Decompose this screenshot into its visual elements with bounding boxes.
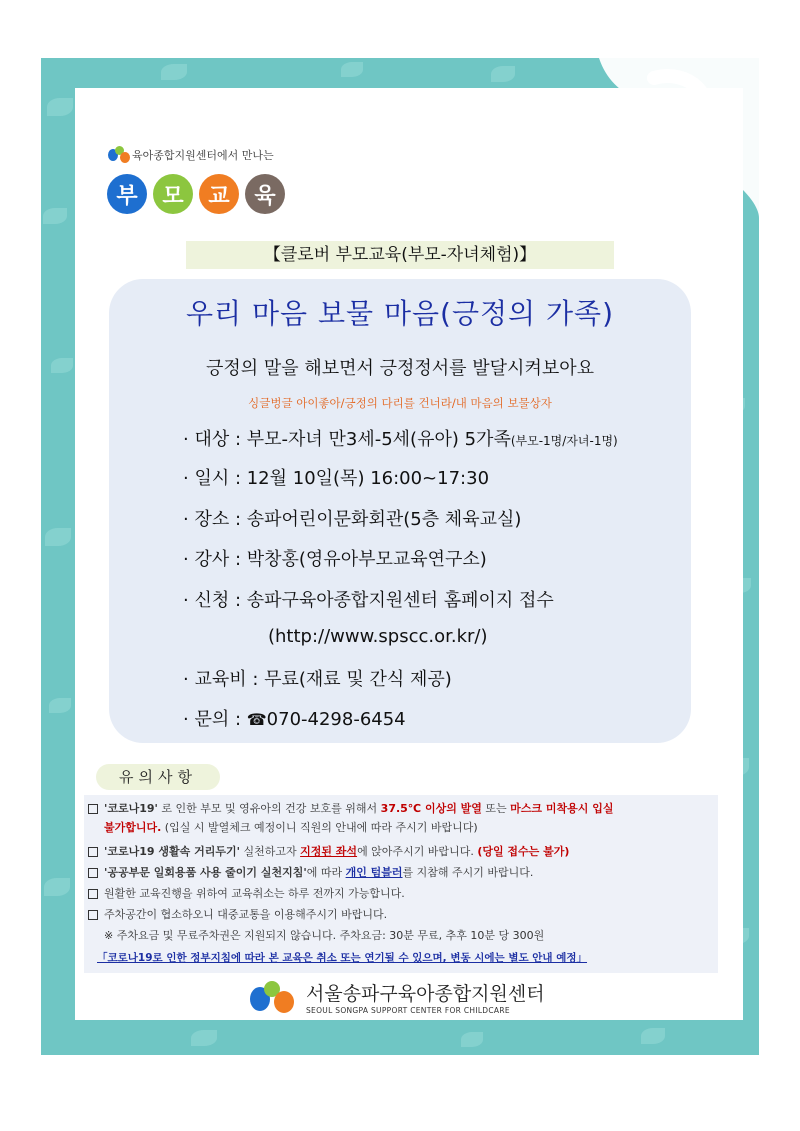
brand-syllable: 부 xyxy=(107,174,147,214)
notice-header: 유의사항 xyxy=(96,764,220,790)
footer-center-name: 서울송파구육아종합지원센터 xyxy=(306,983,545,1005)
brand-syllable: 모 xyxy=(153,174,193,214)
brand-syllable: 육 xyxy=(245,174,285,214)
page-title: 우리 마음 보물 마음(긍정의 가족) xyxy=(185,297,615,330)
notice-item: '공공부문 일회용품 사용 줄이기 실천지침'에 따라 개인 텀블러를 지참해 주시기 바랍니다. xyxy=(88,864,533,882)
brand-syllable: 교 xyxy=(199,174,239,214)
center-emblem-icon xyxy=(244,979,300,1015)
info-target-text: · 대상 : 부모-자녀 만3세-5세(유아) 5가족 xyxy=(183,429,511,450)
phone-icon: ☎ xyxy=(246,710,267,729)
notice-item: 주차공간이 협소하오니 대중교통을 이용해주시기 바랍니다. xyxy=(88,906,387,924)
contact-label: · 문의 : xyxy=(183,709,247,730)
square-bullet-icon xyxy=(88,868,98,878)
program-tag: 【클로버 부모교육(부모-자녀체험)】 xyxy=(186,241,614,269)
info-instructor: · 강사 : 박창홍(영유아부모교육연구소) xyxy=(183,549,487,570)
info-datetime: · 일시 : 12월 10일(목) 16:00~17:30 xyxy=(183,468,490,489)
activity-list: 싱글벙글 아이좋아/긍정의 다리를 건너라/내 마음의 보물상자 xyxy=(248,396,552,410)
apply-url[interactable]: (http://www.spscc.or.kr/) xyxy=(268,626,488,647)
square-bullet-icon xyxy=(88,889,98,899)
footer-logo xyxy=(244,976,552,1018)
brand-title xyxy=(107,174,285,214)
info-target-note: (부모-1명/자녀-1명) xyxy=(510,434,618,448)
notice-item: '코로나19' 로 인한 부모 및 영유아의 건강 보호를 위해서 37.5℃ 이상의 발열 또는 마스크 미착용시 입실 xyxy=(88,800,613,818)
notice-item: '코로나19 생활속 거리두기' 실천하고자 지정된 좌석에 앉아주시기 바랍니다. (당일 접수는 불가) xyxy=(88,843,569,861)
notice-item-continued: 불가합니다. (입실 시 발열체크 예정이니 직원의 안내에 따라 주시기 바랍니다) xyxy=(104,821,478,834)
ribbon-decoration xyxy=(559,58,759,258)
info-apply: · 신청 : 송파구육아종합지원센터 홈페이지 접수 xyxy=(183,590,554,611)
info-target xyxy=(183,425,618,451)
square-bullet-icon xyxy=(88,910,98,920)
info-place: · 장소 : 송파어린이문화회관(5층 체육교실) xyxy=(183,509,522,530)
square-bullet-icon xyxy=(88,847,98,857)
brand-subtitle xyxy=(108,146,274,164)
footer-center-name-en: SEOUL SONGPA SUPPORT CENTER FOR CHILDCARE xyxy=(306,1006,510,1015)
info-contact xyxy=(183,705,406,731)
square-bullet-icon xyxy=(88,804,98,814)
parking-note: ※ 주차요금 및 무료주차권은 지원되지 않습니다. 주차요금: 30분 무료, 추후 10분 당 300원 xyxy=(104,929,545,942)
brand-subtitle-text: 육아종합지원센터에서 만나는 xyxy=(132,149,274,162)
notice-item: 원활한 교육진행을 위하여 교육취소는 하루 전까지 가능합니다. xyxy=(88,885,405,903)
contact-number: 070-4298-6454 xyxy=(266,709,406,730)
page-subtitle: 긍정의 말을 해보면서 긍정정서를 발달시켜보아요 xyxy=(205,358,595,379)
covid-notice: 「코로나19로 인한 정부지침에 따라 본 교육은 취소 또는 연기될 수 있으며, 변동 시에는 별도 안내 예정」 xyxy=(97,952,588,964)
info-fee: · 교육비 : 무료(재료 및 간식 제공) xyxy=(183,669,452,690)
center-logo-icon xyxy=(108,146,130,164)
